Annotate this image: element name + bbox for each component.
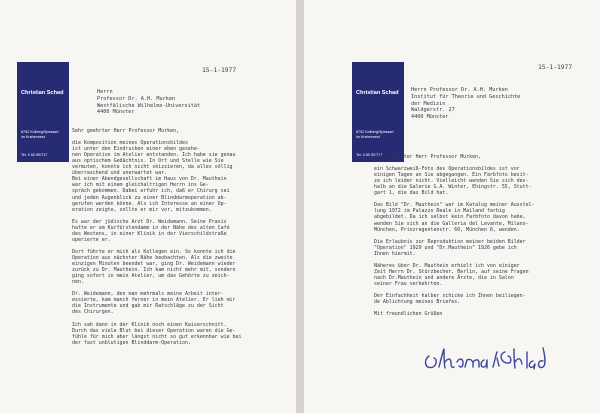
text-line: operierte er.: [72, 236, 111, 243]
text-line: ein Schwarzweiß-Foto des Operationsbildes ist vor: [374, 166, 520, 173]
text-line: Es war der jüdische Arzt Dr. Weidemann. Seine Praxis: [72, 218, 227, 225]
text-line: Herrn: [97, 89, 113, 95]
letterhead-address: [21, 130, 59, 139]
text-line: nen Operation im Atelier entstanden. Ich habe sie genau: [72, 152, 236, 159]
letterhead-address: [356, 130, 394, 139]
text-line: der Medizin: [411, 100, 446, 107]
letter-date: 15-1-1977: [202, 67, 237, 74]
text-line: einzigen Minuten beendet war, ging Dr. Weidemann wieder: [72, 261, 236, 268]
text-line: Westfälische Wilhelms-Universität: [97, 102, 201, 109]
text-line: spräch gekommen. Dabei erfuhr ich, daß er Chirurg sei: [72, 188, 230, 195]
letter-page-left: [0, 0, 296, 413]
text-line: der fast unblutigen Blinddarm-Operation.: [72, 339, 191, 346]
letterhead-phone: Tel. 0 60 59/717: [356, 153, 383, 157]
text-line: war ich mit einem gleichaltrigen Herrn ins Ge-: [72, 182, 209, 189]
text-line: überraschend und unerwartet war.: [72, 170, 168, 177]
recipient-address: [97, 89, 200, 116]
text-line: lung 1972 im Palazzo Reale in Mailand farbig: [374, 208, 505, 215]
signature: [421, 340, 579, 378]
text-line: des Chirurgen.: [72, 309, 114, 316]
recipient-address: [411, 87, 520, 121]
text-line: vermuten, konnte ich nicht skizzieren, da alles völlig: [72, 164, 233, 171]
text-line: abgebildet. Da ich selbst kein Farbfoto davon habe,: [374, 214, 526, 221]
text-line: "Operation" 1929 und "Dr.Mauthein" 1926 gebe ich: [374, 244, 517, 251]
text-line: Der Einfachheit halber schicke ich Ihnen beiliegen-: [374, 293, 526, 300]
text-line: Professor Dr. A.H. Murken: [97, 95, 176, 102]
text-line: Zeit Herrn Dr. Stürzbecher, Berlin, auf seine Fragen: [374, 268, 529, 275]
letterhead-name: Christian Schad: [356, 90, 399, 96]
text-line: 4400 Münster: [97, 109, 135, 116]
text-line: die Instrumente und gab mir Ratschläge zu der Sicht: [72, 303, 224, 310]
letterhead-block: [17, 62, 69, 162]
text-line: 4400 Münster: [411, 114, 449, 121]
text-line: essierte, kam manch ferner in mein Atelier. Er lieh mir: [72, 297, 236, 304]
text-line: gerufen werden könne. Als ich Interesse an einer Op-: [72, 200, 227, 207]
text-line: ze ich leider nicht. Vielleicht wenden Sie sich des-: [374, 178, 529, 185]
text-line: nen.: [72, 279, 84, 286]
text-line: Operation aus nächster Nähe beobachten. Als die zweite: [72, 254, 233, 261]
text-line: nach Dr.Mauthein und andere Ärzte, die in Salon: [374, 274, 514, 281]
text-line: Bei einer Abendgesellschaft im Haus von Dr. Mauthein: [72, 176, 227, 183]
text-line: Waldgerstr. 27: [411, 107, 455, 114]
letter-body: [72, 128, 241, 346]
text-line: und jeden Augenblick zu einer Blinddarmoperation ab-: [72, 194, 227, 201]
text-line: de Ablichtung meines Briefes.: [374, 299, 461, 306]
text-line: Sehr geehrter Herr Professor Murken,: [72, 128, 180, 134]
letterhead-address-line: 8752 Kolberg/Spessart: [356, 130, 394, 134]
text-line: einigen Tagen an Sie abgegangen. Ein Farbfoto besit-: [374, 172, 529, 179]
text-line: ist unter den Eindrucken einer eben gesehe-: [72, 146, 200, 153]
letterhead-address-line: im Krahennest: [21, 134, 45, 139]
text-line: Das Bild "Dr. Mauthein" war im Katalog meiner Ausstel-: [374, 202, 535, 209]
text-line: Dr. Weidemann, den man mehrmals meine Arbeit inter-: [72, 291, 224, 298]
text-line: Sehr geehrter Herr Professor Murken,: [374, 154, 482, 160]
letterhead-phone: Tel. 0 60 59/717: [21, 153, 48, 157]
text-line: Institut für Theorie und Geschichte: [411, 93, 521, 100]
text-line: zurück zu Dr. Mauthein. Ich kam nicht mehr mit, sondern: [72, 267, 236, 274]
text-line: Herrn Professor Dr. A.H. Murken: [411, 87, 508, 93]
text-line: Durch das viele Blut bei dieser Operation waren die Ge-: [72, 327, 236, 334]
letter-date: 15-1-1977: [538, 64, 573, 71]
text-line: ging sofort in mein Atelier, um das Gehörte zu zeich-: [72, 273, 230, 280]
letterhead-name: Christian Schad: [21, 90, 64, 96]
letterhead-block: [352, 62, 404, 162]
letter-body: [374, 154, 535, 317]
text-line: Die Erlaubnis zur Reproduktion meiner beiden Bilder: [374, 238, 526, 245]
text-line: wenden Sie sich an die Galleria del Levante, Milano-: [374, 220, 529, 227]
text-line: Ihnen hiermit.: [374, 250, 416, 257]
text-line: Dort führte er mich als Kollegen ein. So konnte ich die: [72, 248, 236, 255]
text-line: eration zeigte, sollte er mir vor, mitzukommen.: [72, 206, 212, 213]
text-line: halb an die Galerie G.A. Winter, Ehingstr. 55, Stutt-: [374, 184, 532, 191]
text-line: die Komposition meines Operationsbildes: [72, 140, 188, 147]
letterhead-address-line: im Krahennest: [356, 134, 380, 139]
text-line: fühle für mich aber längst nicht so gut erkennbar wie bei: [72, 333, 242, 340]
text-line: Mit freundlichen Grüßen: [374, 311, 443, 318]
letter-page-right: [304, 0, 600, 413]
text-line: hatte er am Kurfürstendamm in der Nähe des alten Café: [72, 224, 230, 231]
text-line: aus optischem Gedächtnis. In Ort und Stelle wie Sie: [72, 158, 224, 165]
text-line: Ich sah dann in der Klinik noch einen Kaiserschnitt.: [72, 321, 227, 328]
text-line: München, Prinzregentenstr. 60, München 8, wenden.: [374, 226, 520, 233]
text-line: gart 1, die das Bild hat.: [374, 190, 449, 197]
text-line: Näheres über Dr. Mauthein erhielt ich von einiger: [374, 262, 520, 269]
text-line: seiner Frau verkehrten.: [374, 280, 443, 287]
letterhead-address-line: 8752 Kolberg/Spessart: [21, 130, 59, 134]
text-line: des Westens, in einer Klinik in der Vierschildstraße: [72, 230, 227, 237]
